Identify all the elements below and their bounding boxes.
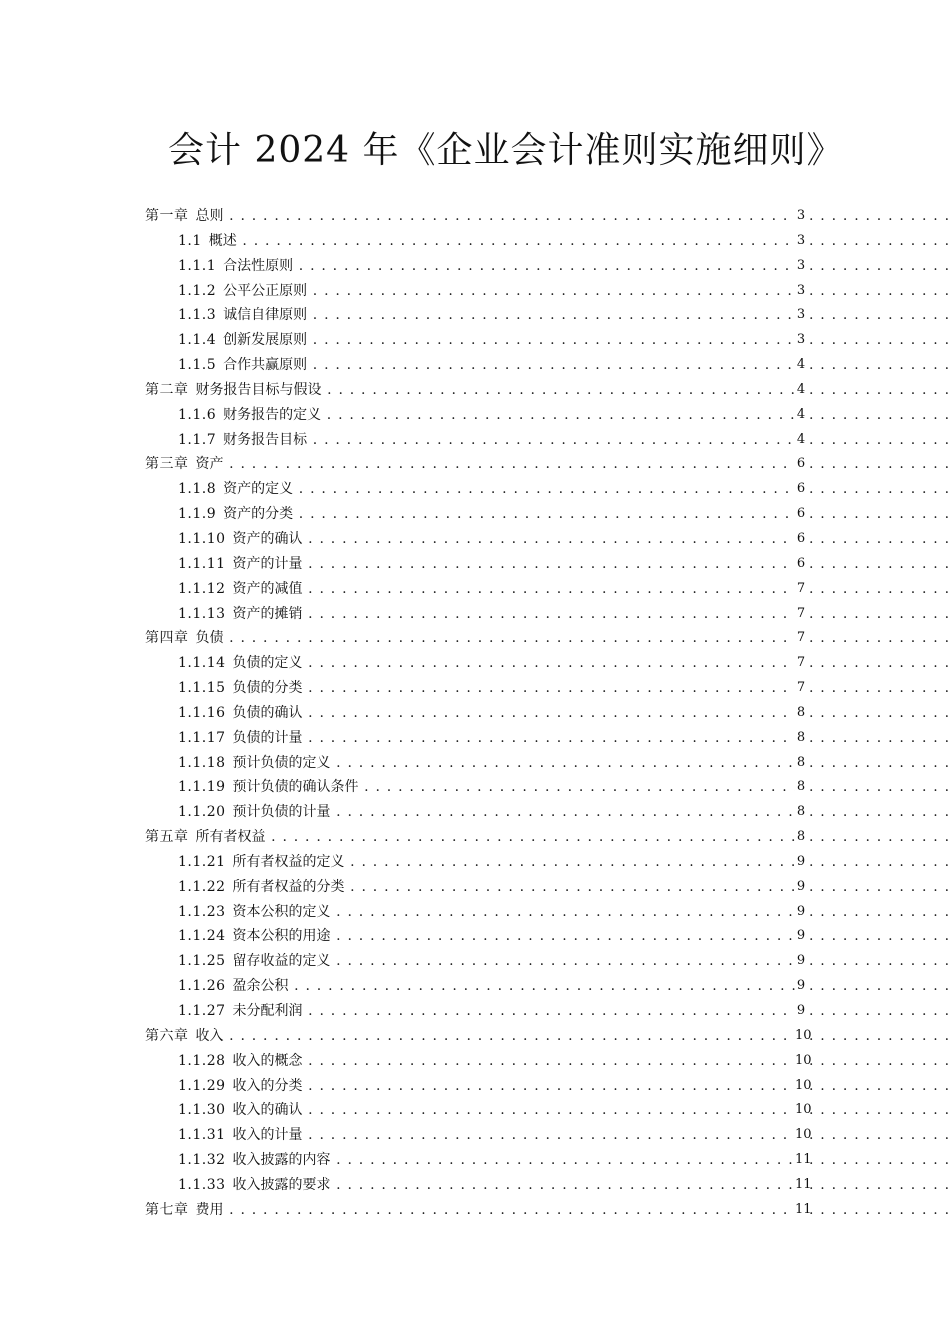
toc-leader-dots bbox=[809, 552, 950, 577]
toc-entry-title: 费用 bbox=[195, 1201, 224, 1218]
toc-entry-page-number: 6 bbox=[796, 506, 806, 522]
toc-entry-number: 1.1.12 bbox=[178, 580, 226, 597]
toc-entry-title: 负债 bbox=[195, 630, 224, 647]
toc-entry-page-number: 4 bbox=[796, 357, 806, 373]
toc-entry-heading bbox=[178, 850, 795, 875]
toc-leader-dots bbox=[809, 378, 950, 403]
toc-chapter-entry[interactable] bbox=[0, 1024, 950, 1049]
toc-entry-heading bbox=[178, 229, 795, 254]
toc-entry-page-number: 10 bbox=[795, 1127, 812, 1143]
toc-entry-title: 负债的分类 bbox=[232, 680, 303, 697]
toc-leader-dots bbox=[809, 651, 950, 676]
toc-entry-heading bbox=[178, 1173, 795, 1198]
toc-entry-title: 总则 bbox=[195, 208, 224, 224]
toc-entry-page-number: 9 bbox=[796, 853, 806, 869]
toc-entry-heading bbox=[178, 900, 795, 925]
toc-leader-dots bbox=[809, 751, 950, 776]
toc-entry-heading bbox=[178, 428, 795, 453]
toc-entry-number: 第二章 bbox=[145, 381, 189, 398]
toc-leader-dots bbox=[809, 825, 950, 850]
toc-entry-title: 资产的计量 bbox=[232, 555, 303, 572]
toc-entry-page-number: 3 bbox=[796, 257, 806, 273]
toc-entry-number: 1.1.2 bbox=[178, 282, 217, 299]
toc-entry-number: 1.1.23 bbox=[178, 903, 226, 920]
toc-section-entry[interactable] bbox=[0, 328, 950, 353]
toc-entry-title: 预计负债的定义 bbox=[232, 754, 331, 771]
toc-entry-number: 1.1.13 bbox=[178, 605, 226, 622]
document-title: 会计 2024 年《企业会计准则实施细则》 bbox=[168, 130, 844, 171]
toc-entry-page-number: 8 bbox=[796, 704, 806, 720]
toc-entry-title: 预计负债的计量 bbox=[232, 804, 331, 821]
toc-leader-dots bbox=[809, 900, 950, 925]
toc-entry-number: 1.1.10 bbox=[178, 530, 226, 547]
toc-entry-number: 1.1.16 bbox=[178, 704, 226, 721]
toc-entry-title: 负债的计量 bbox=[232, 729, 303, 746]
toc-entry-title: 未分配利润 bbox=[232, 1003, 303, 1019]
toc-leader-dots bbox=[809, 1049, 950, 1074]
toc-entry-heading bbox=[178, 1049, 795, 1074]
toc-section-entry[interactable] bbox=[0, 751, 950, 776]
toc-entry-title: 负债的确认 bbox=[232, 704, 303, 721]
toc-leader-dots bbox=[809, 1173, 950, 1198]
toc-entry-number: 1.1.9 bbox=[178, 506, 217, 523]
toc-entry-page-number: 8 bbox=[796, 779, 806, 795]
toc-entry-title: 资产的摊销 bbox=[232, 605, 303, 622]
toc-entry-page-number: 6 bbox=[796, 481, 806, 497]
toc-section-entry[interactable] bbox=[0, 403, 950, 428]
toc-entry-number: 1.1.3 bbox=[178, 307, 217, 324]
toc-entry-number: 1.1.27 bbox=[178, 1003, 226, 1019]
toc-entry-number: 第五章 bbox=[145, 829, 189, 846]
toc-entry-number: 1.1.30 bbox=[178, 1102, 226, 1119]
toc-entry-title: 收入披露的要求 bbox=[232, 1176, 331, 1193]
toc-entry-heading bbox=[178, 999, 795, 1024]
toc-entry-page-number: 9 bbox=[796, 953, 806, 969]
toc-entry-number: 1.1.24 bbox=[178, 928, 226, 945]
toc-entry-page-number: 7 bbox=[796, 680, 806, 696]
toc-leader-dots bbox=[809, 999, 950, 1024]
toc-entry-number: 第七章 bbox=[145, 1201, 189, 1218]
toc-leader-dots bbox=[809, 701, 950, 726]
toc-entry-title: 资产的定义 bbox=[223, 481, 294, 498]
toc-section-entry[interactable] bbox=[0, 726, 950, 751]
toc-entry-page-number: 9 bbox=[796, 928, 806, 944]
toc-entry-page-number: 3 bbox=[796, 332, 806, 348]
toc-entry-number: 1.1.32 bbox=[178, 1152, 226, 1169]
toc-leader-dots bbox=[809, 974, 950, 999]
toc-entry-title: 收入的计量 bbox=[232, 1127, 303, 1144]
toc-entry-title: 概述 bbox=[208, 232, 237, 249]
toc-leader-dots bbox=[809, 428, 950, 453]
toc-leader-dots bbox=[809, 1098, 950, 1123]
toc-entry-heading bbox=[178, 552, 795, 577]
toc-section-entry[interactable] bbox=[0, 875, 950, 900]
toc-entry-heading bbox=[178, 1123, 795, 1148]
toc-entry-number: 1.1.4 bbox=[178, 332, 217, 349]
toc-entry-page-number: 4 bbox=[796, 406, 806, 422]
toc-leader-dots bbox=[809, 353, 950, 378]
toc-entry-page-number: 9 bbox=[796, 903, 806, 919]
toc-entry-number: 1.1.19 bbox=[178, 779, 226, 796]
toc-section-entry[interactable] bbox=[0, 900, 950, 925]
toc-entry-page-number: 9 bbox=[796, 978, 806, 994]
toc-entry-page-number: 4 bbox=[796, 381, 806, 397]
toc-entry-title: 收入的概念 bbox=[232, 1052, 303, 1069]
toc-leader-dots bbox=[809, 527, 950, 552]
toc-entry-title: 财务报告的定义 bbox=[223, 406, 322, 423]
toc-section-entry[interactable] bbox=[0, 800, 950, 825]
toc-entry-title: 收入 bbox=[195, 1027, 224, 1044]
toc-entry-heading bbox=[178, 875, 795, 900]
toc-entry-page-number: 8 bbox=[796, 729, 806, 745]
toc-leader-dots bbox=[809, 229, 950, 254]
toc-entry-title: 合法性原则 bbox=[223, 257, 294, 274]
toc-leader-dots bbox=[809, 502, 950, 527]
toc-section-entry[interactable] bbox=[0, 279, 950, 304]
toc-leader-dots bbox=[809, 1148, 950, 1173]
toc-entry-page-number: 11 bbox=[795, 1176, 812, 1192]
toc-entry-title: 公平公正原则 bbox=[223, 282, 308, 299]
toc-leader-dots bbox=[809, 924, 950, 949]
toc-section-entry[interactable] bbox=[0, 254, 950, 279]
toc-entry-heading bbox=[178, 974, 795, 999]
toc-entry-number: 1.1.21 bbox=[178, 853, 226, 870]
toc-entry-heading bbox=[178, 949, 795, 974]
toc-leader-dots bbox=[809, 1123, 950, 1148]
toc-section-entry[interactable] bbox=[0, 775, 950, 800]
toc-section-entry[interactable] bbox=[0, 303, 950, 328]
toc-entry-heading bbox=[145, 626, 795, 651]
toc-entry-number: 1.1.8 bbox=[178, 481, 217, 498]
toc-entry-heading bbox=[178, 1148, 795, 1173]
toc-chapter-entry[interactable] bbox=[0, 452, 950, 477]
toc-section-entry[interactable] bbox=[0, 353, 950, 378]
toc-entry-page-number: 6 bbox=[796, 555, 806, 571]
toc-entry-page-number: 4 bbox=[796, 431, 806, 447]
toc-entry-page-number: 9 bbox=[796, 1003, 806, 1018]
toc-leader-dots bbox=[809, 204, 950, 229]
toc-entry-heading bbox=[145, 1198, 795, 1223]
toc-section-entry[interactable] bbox=[0, 974, 950, 999]
toc-section-entry[interactable] bbox=[0, 1148, 950, 1173]
toc-leader-dots bbox=[809, 949, 950, 974]
toc-section-entry[interactable] bbox=[0, 1049, 950, 1074]
toc-entry-number: 第四章 bbox=[145, 630, 189, 647]
toc-entry-heading bbox=[178, 701, 795, 726]
toc-chapter-entry[interactable] bbox=[0, 1198, 950, 1223]
toc-leader-dots bbox=[809, 279, 950, 304]
toc-section-entry[interactable] bbox=[0, 1098, 950, 1123]
toc-leader-dots bbox=[809, 1198, 950, 1223]
toc-entry-number: 1.1.11 bbox=[178, 555, 226, 572]
toc-entry-page-number: 7 bbox=[796, 580, 806, 596]
toc-section-entry[interactable] bbox=[0, 999, 950, 1024]
toc-chapter-entry[interactable] bbox=[0, 204, 950, 229]
toc-entry-title: 合作共赢原则 bbox=[223, 357, 308, 374]
toc-entry-heading bbox=[178, 328, 795, 353]
toc-entry-heading bbox=[145, 452, 795, 477]
toc-entry-title: 所有者权益 bbox=[195, 829, 266, 846]
toc-leader-dots bbox=[809, 800, 950, 825]
toc-entry-title: 财务报告目标 bbox=[223, 431, 308, 448]
toc-entry-title: 收入的分类 bbox=[232, 1077, 303, 1094]
toc-entry-page-number: 10 bbox=[795, 1102, 812, 1118]
toc-entry-heading bbox=[178, 651, 795, 676]
toc-entry-page-number: 10 bbox=[795, 1027, 812, 1043]
toc-leader-dots bbox=[809, 676, 950, 701]
toc-entry-page-number: 8 bbox=[796, 754, 806, 770]
toc-entry-title: 所有者权益的定义 bbox=[232, 853, 345, 870]
toc-entry-page-number: 3 bbox=[796, 282, 806, 298]
toc-entry-heading bbox=[178, 726, 795, 751]
toc-entry-number: 1.1.29 bbox=[178, 1077, 226, 1094]
toc-entry-number: 第一章 bbox=[145, 208, 189, 224]
toc-entry-page-number: 11 bbox=[795, 1201, 812, 1217]
toc-entry-number: 第六章 bbox=[145, 1027, 189, 1044]
toc-leader-dots bbox=[809, 1024, 950, 1049]
toc-entry-heading bbox=[178, 502, 795, 527]
toc-entry-number: 1.1.26 bbox=[178, 978, 226, 995]
toc-entry-number: 1.1.7 bbox=[178, 431, 217, 448]
toc-section-entry[interactable] bbox=[0, 428, 950, 453]
toc-entry-title: 资产的确认 bbox=[232, 530, 303, 547]
toc-entry-heading bbox=[178, 751, 795, 776]
toc-entry-number: 1.1.5 bbox=[178, 357, 217, 374]
toc-entry-title: 财务报告目标与假设 bbox=[195, 381, 322, 398]
toc-section-entry[interactable] bbox=[0, 577, 950, 602]
toc-entry-number: 1.1.17 bbox=[178, 729, 226, 746]
toc-leader-dots bbox=[809, 254, 950, 279]
toc-entry-title: 负债的定义 bbox=[232, 655, 303, 672]
toc-entry-page-number: 3 bbox=[796, 232, 806, 248]
toc-leader-dots bbox=[809, 775, 950, 800]
toc-entry-page-number: 8 bbox=[796, 804, 806, 820]
toc-entry-heading bbox=[178, 800, 795, 825]
toc-section-entry[interactable] bbox=[0, 527, 950, 552]
toc-section-entry[interactable] bbox=[0, 701, 950, 726]
toc-leader-dots bbox=[809, 726, 950, 751]
toc-section-entry[interactable] bbox=[0, 477, 950, 502]
toc-entry-page-number: 10 bbox=[795, 1052, 812, 1068]
toc-entry-number: 1.1.25 bbox=[178, 953, 226, 970]
toc-chapter-entry[interactable] bbox=[0, 825, 950, 850]
toc-entry-number: 1.1.15 bbox=[178, 680, 226, 697]
toc-entry-heading bbox=[145, 825, 795, 850]
toc-chapter-entry[interactable] bbox=[0, 378, 950, 403]
toc-entry-heading bbox=[178, 1074, 795, 1099]
toc-leader-dots bbox=[809, 850, 950, 875]
toc-section-entry[interactable] bbox=[0, 1173, 950, 1198]
toc-leader-dots bbox=[809, 875, 950, 900]
toc-entry-heading bbox=[178, 775, 795, 800]
toc-entry-number: 1.1.6 bbox=[178, 406, 217, 423]
toc-section-entry[interactable] bbox=[0, 924, 950, 949]
toc-entry-heading bbox=[178, 303, 795, 328]
toc-entry-title: 收入的确认 bbox=[232, 1102, 303, 1119]
toc-entry-title: 资产 bbox=[195, 456, 224, 473]
toc-entry-heading bbox=[178, 577, 795, 602]
toc-entry-heading bbox=[145, 378, 795, 403]
toc-entry-heading bbox=[178, 254, 795, 279]
toc-entry-title: 资产的减值 bbox=[232, 580, 303, 597]
toc-entry-page-number: 6 bbox=[796, 456, 806, 472]
toc-entry-number: 1.1.33 bbox=[178, 1176, 226, 1193]
toc-entry-number: 1.1.1 bbox=[178, 257, 217, 274]
toc-entry-title: 所有者权益的分类 bbox=[232, 878, 345, 895]
toc-section-entry[interactable] bbox=[0, 676, 950, 701]
toc-entry-page-number: 7 bbox=[796, 605, 806, 621]
toc-section-entry[interactable] bbox=[0, 850, 950, 875]
toc-entry-title: 诚信自律原则 bbox=[223, 307, 308, 324]
toc-entry-number: 1.1 bbox=[178, 232, 202, 249]
toc-section-entry[interactable] bbox=[0, 651, 950, 676]
toc-section-entry[interactable] bbox=[0, 1074, 950, 1099]
toc-entry-heading bbox=[178, 477, 795, 502]
toc-entry-heading bbox=[178, 1098, 795, 1123]
toc-entry-heading bbox=[178, 279, 795, 304]
toc-entry-page-number: 7 bbox=[796, 630, 806, 646]
toc-leader-dots bbox=[809, 303, 950, 328]
toc-leader-dots bbox=[809, 452, 950, 477]
toc-entry-title: 预计负债的确认条件 bbox=[232, 779, 359, 796]
toc-section-entry[interactable] bbox=[0, 602, 950, 627]
toc-entry-number: 1.1.22 bbox=[178, 878, 226, 895]
toc-entry-heading bbox=[145, 1024, 795, 1049]
toc-entry-page-number: 10 bbox=[795, 1077, 812, 1093]
toc-section-entry[interactable] bbox=[0, 949, 950, 974]
toc-section-entry[interactable] bbox=[0, 502, 950, 527]
toc-entry-heading bbox=[178, 353, 795, 378]
toc-entry-heading bbox=[178, 527, 795, 552]
toc-entry-number: 1.1.20 bbox=[178, 804, 226, 821]
toc-section-entry[interactable] bbox=[0, 1123, 950, 1148]
toc-entry-title: 资本公积的用途 bbox=[232, 928, 331, 945]
toc-section-entry[interactable] bbox=[0, 552, 950, 577]
toc-leader-dots bbox=[809, 602, 950, 627]
toc-entry-heading bbox=[178, 602, 795, 627]
toc-leader-dots bbox=[809, 626, 950, 651]
toc-entry-page-number: 7 bbox=[796, 655, 806, 671]
toc-entry-page-number: 11 bbox=[795, 1152, 812, 1168]
table-of-contents bbox=[0, 204, 950, 1223]
toc-entry-number: 1.1.14 bbox=[178, 655, 226, 672]
toc-section-entry[interactable] bbox=[0, 229, 950, 254]
toc-entry-title: 留存收益的定义 bbox=[232, 953, 331, 970]
toc-entry-title: 盈余公积 bbox=[232, 978, 289, 995]
toc-entry-page-number: 8 bbox=[796, 829, 806, 845]
toc-entry-number: 1.1.31 bbox=[178, 1127, 226, 1144]
toc-entry-page-number: 9 bbox=[796, 878, 806, 894]
toc-leader-dots bbox=[809, 1074, 950, 1099]
toc-leader-dots bbox=[809, 328, 950, 353]
toc-entry-number: 1.1.18 bbox=[178, 754, 226, 771]
toc-entry-page-number: 3 bbox=[796, 208, 806, 223]
toc-entry-heading bbox=[178, 676, 795, 701]
toc-entry-heading bbox=[178, 403, 795, 428]
toc-entry-heading bbox=[145, 204, 795, 229]
toc-leader-dots bbox=[809, 577, 950, 602]
toc-chapter-entry[interactable] bbox=[0, 626, 950, 651]
toc-leader-dots bbox=[809, 477, 950, 502]
toc-entry-page-number: 3 bbox=[796, 307, 806, 323]
toc-entry-title: 收入披露的内容 bbox=[232, 1152, 331, 1169]
toc-entry-title: 资本公积的定义 bbox=[232, 903, 331, 920]
toc-entry-number: 1.1.28 bbox=[178, 1052, 226, 1069]
toc-entry-title: 创新发展原则 bbox=[223, 332, 308, 349]
toc-entry-page-number: 6 bbox=[796, 530, 806, 546]
toc-leader-dots bbox=[809, 403, 950, 428]
toc-entry-number: 第三章 bbox=[145, 456, 189, 473]
toc-entry-title: 资产的分类 bbox=[223, 506, 294, 523]
toc-entry-heading bbox=[178, 924, 795, 949]
